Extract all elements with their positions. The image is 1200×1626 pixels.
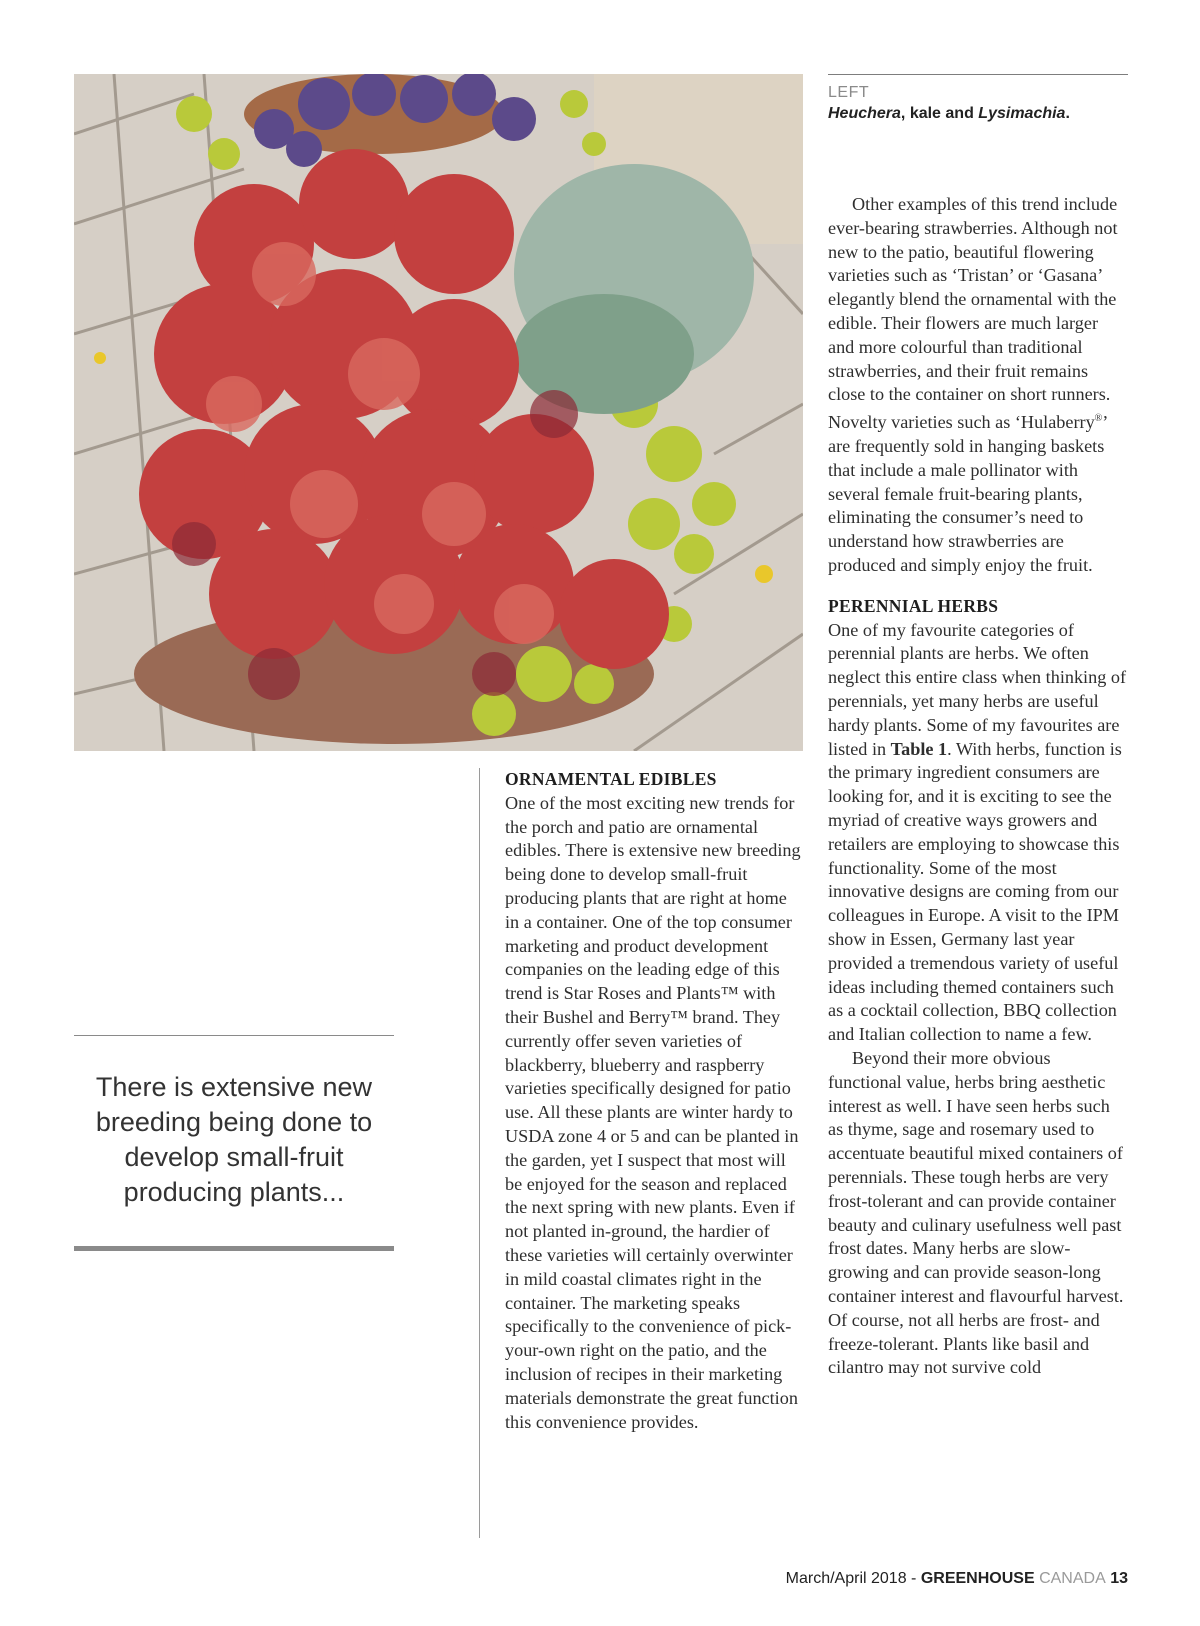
table-1-reference: Table 1 [890,738,948,759]
footer-brand-canada: CANADA [1034,1570,1106,1587]
article-column-right [828,193,1128,1380]
herbs-text-a: One of my favourite categories of perennial plants are herbs. We often neglect this entire class when thinking of perennials, yet many herbs are useful hardy plants. Some of my favourites are listed in [828,619,1126,759]
caption-text [828,103,1128,125]
herbs-text-b: . With herbs, function is the primary ingredient consumers are looking for, and it is exciting to see the myriad of creative ways growers and retailers are employing to showcase this functionality. Some of the most innovative designs are coming from our colleagues in Europe. A visit to the IPM show in Essen, Germany last year provided a tremendous variety of useful ideas including themed containers such as a cocktail collection, BBQ collection and Italian collection to name a few. [828,738,1122,1045]
strawberry-paragraph [828,193,1128,578]
caption-heuchera: Heuchera [828,105,901,122]
perennial-herbs-heading: PERENNIAL HERBS [828,595,999,616]
herbs-paragraph-1 [828,619,1128,1047]
footer-brand: GREENHOUSE [920,1570,1035,1587]
edibles-paragraph: One of the most exciting new trends for the porch and patio are ornamental edibles. There is extensive new breeding being done to develop small-fruit producing plants that are right at home in a container. One of the top consumer marketing and product development companies on the leading edge of this trend is Star Roses and Plants™ with their Bushel and Berry™ brand. They currently offer seven varieties of blackberry, blueberry and raspberry varieties specifically designed for patio use. All these plants are winter hardy to USDA zone 4 or 5 and can be planted in the garden, yet I suspect that most will be enjoyed for the season and replaced the next spring with new plants. Even if not planted in-ground, the hardier of these varieties will certainly overwinter in mild coastal climates right in the container. The marketing speaks specifically to the convenience of pick-your-own right on the patio, and the inclusion of recipes in their marketing materials demonstrate the great function this convenience provides. [505,792,801,1432]
page-footer [786,1570,1128,1588]
ornamental-edibles-heading: ORNAMENTAL EDIBLES [505,769,717,789]
herbs-paragraph-2: Beyond their more obvious functional value, herbs bring aesthetic interest as well. I have seen herbs such as thyme, sage and rosemary used to accentuate beautiful mixed containers of perennials. These tough herbs are very frost-tolerant and can provide container beauty and culinary usefulness well past frost dates. Many herbs are slow-growing and can provide season-long container interest and flavourful harvest. Of course, not all herbs are frost- and freeze-tolerant. Plants like basil and cilantro may not survive cold [828,1047,1124,1378]
page-number: 13 [1105,1570,1128,1587]
photo-caption [828,74,1128,125]
strawberry-text-b: ’ are frequently sold in hanging baskets that include a male pollinator with several female fruit-bearing plants, eliminating the consumer’s need to understand how strawberries are produced and simply enjoy the fruit. [828,412,1107,576]
container-planting-photo [74,74,803,751]
pull-quote-top-rule [74,1035,394,1036]
registered-mark: ® [1094,413,1103,425]
caption-tag: LEFT [828,84,870,101]
article-column-middle [505,768,805,1434]
pull-quote: There is extensive new breeding being done to develop small-fruit producing plants... [95,1072,373,1207]
footer-issue: March/April 2018 - [785,1570,921,1587]
column-divider [479,768,480,1538]
caption-lysimachia: Lysimachia [978,105,1066,122]
strawberry-text-a: Other examples of this trend include ever-bearing strawberries. Although not new to the patio, beautiful flowering varieties such as ‘Tristan’ or ‘Gasana’ elegantly blend the ornamental with the edible. Their flowers are much larger and more colourful than traditional strawberries, and their fruit remains close to the container on short runners. Novelty varieties such as ‘Hulaberry [828,194,1118,433]
pull-quote-bottom-rule [74,1246,394,1251]
caption-period: . [1065,105,1070,122]
caption-middle: , kale and [900,105,979,122]
